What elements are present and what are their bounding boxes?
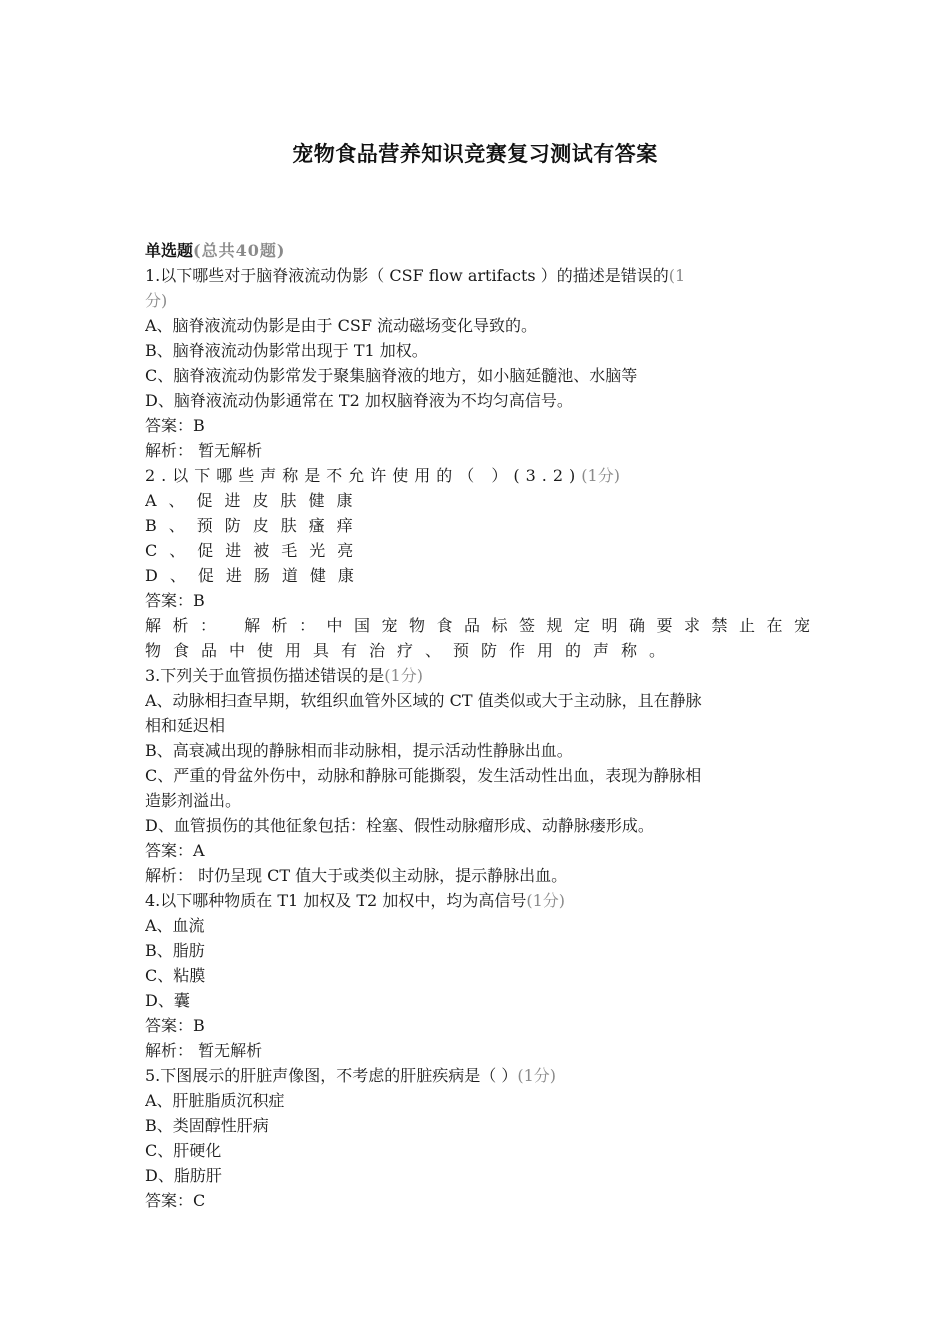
analysis: 解析： 暂无解析 bbox=[145, 441, 263, 460]
question-text: 2.以下哪些声称是不允许使用的（ ）(3.2) bbox=[145, 466, 582, 485]
question-text: 4.以下哪种物质在 T1 加权及 T2 加权中，均为高信号 bbox=[145, 891, 527, 910]
option-d: D、脑脊液流动伪影通常在 T2 加权脑脊液为不均匀高信号。 bbox=[145, 391, 573, 410]
option-b: B、预防皮肤瘙痒 bbox=[145, 516, 365, 535]
section-heading bbox=[145, 238, 810, 263]
question-stem bbox=[145, 463, 810, 488]
question-text: 1.以下哪些对于脑脊液流动伪影（ CSF flow artifacts ）的描述是错误的 bbox=[145, 266, 669, 285]
question-score-continued: 分) bbox=[145, 291, 168, 310]
analysis-continued: 物食品中使用具有治疗、预防作用的声称。 bbox=[145, 641, 678, 660]
option-d: D、促进肠道健康 bbox=[145, 566, 366, 585]
question-stem bbox=[145, 1063, 810, 1088]
question-score: (1分) bbox=[384, 666, 423, 685]
option-a: A、肝脏脂质沉积症 bbox=[145, 1091, 285, 1110]
option-d: D、囊 bbox=[145, 991, 190, 1010]
option-c: C、严重的骨盆外伤中，动脉和静脉可能撕裂，发生活动性出血，表现为静脉相 bbox=[145, 766, 702, 785]
section-label: 单选题 bbox=[145, 241, 194, 260]
option-a-continued: 相和延迟相 bbox=[145, 716, 226, 735]
answer: 答案：B bbox=[145, 591, 205, 610]
option-d: D、血管损伤的其他征象包括：栓塞、假性动脉瘤形成、动静脉瘘形成。 bbox=[145, 816, 654, 835]
question-score: (1分) bbox=[526, 891, 565, 910]
option-c: C、粘膜 bbox=[145, 966, 206, 985]
option-c-continued: 造影剂溢出。 bbox=[145, 791, 242, 810]
option-a: A、血流 bbox=[145, 916, 205, 935]
option-a: A、动脉相扫查早期，软组织血管外区域的 CT 值类似或大于主动脉，且在静脉 bbox=[145, 691, 702, 710]
section-count: (总共40题) bbox=[193, 241, 286, 260]
option-c: C、促进被毛光亮 bbox=[145, 541, 366, 560]
question-score: (1分) bbox=[517, 1066, 557, 1085]
option-a: A、脑脊液流动伪影是由于 CSF 流动磁场变化导致的。 bbox=[145, 316, 538, 335]
question-stem bbox=[145, 663, 810, 688]
option-c: C、脑脊液流动伪影常发于聚集脑脊液的地方，如小脑延髓池、水脑等 bbox=[145, 366, 638, 385]
option-c: C、肝硬化 bbox=[145, 1141, 222, 1160]
question-text: 5.下图展示的肝脏声像图，不考虑的肝脏疾病是（ ） bbox=[145, 1066, 518, 1085]
option-b: B、高衰减出现的静脉相而非动脉相，提示活动性静脉出血。 bbox=[145, 741, 573, 760]
question-score: (1分) bbox=[581, 466, 620, 485]
option-b: B、类固醇性肝病 bbox=[145, 1116, 269, 1135]
analysis: 解析： 时仍呈现 CT 值大于或类似主动脉，提示静脉出血。 bbox=[145, 866, 568, 885]
question-stem bbox=[145, 888, 810, 913]
option-a: A、促进皮肤健康 bbox=[145, 491, 365, 510]
question-score: (1 bbox=[668, 266, 686, 285]
document-title: 宠物食品营养知识竞赛复习测试有答案 bbox=[292, 141, 658, 166]
document-body bbox=[145, 238, 810, 1213]
option-d: D、脂肪肝 bbox=[145, 1166, 222, 1185]
analysis: 解析： 暂无解析 bbox=[145, 1041, 263, 1060]
option-b: B、脑脊液流动伪影常出现于 T1 加权。 bbox=[145, 341, 428, 360]
analysis: 解析： 解析：中国宠物食品标签规定明确要求禁止在宠 bbox=[145, 616, 810, 635]
question-stem bbox=[145, 263, 810, 288]
option-b: B、脂肪 bbox=[145, 941, 205, 960]
answer: 答案：B bbox=[145, 1016, 205, 1035]
answer: 答案：C bbox=[145, 1191, 206, 1210]
answer: 答案：A bbox=[145, 841, 205, 860]
answer: 答案：B bbox=[145, 416, 205, 435]
question-text: 3.下列关于血管损伤描述错误的是 bbox=[145, 666, 385, 685]
